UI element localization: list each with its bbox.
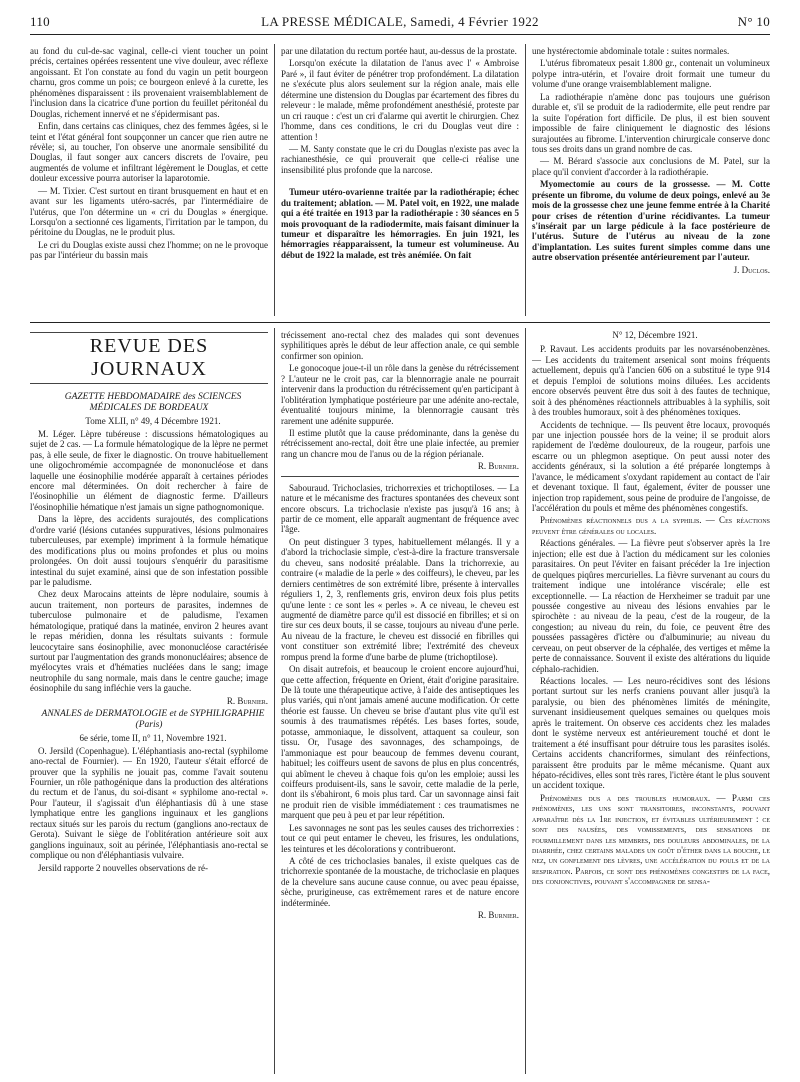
signature: J. Duclos. bbox=[733, 264, 770, 275]
journal-name: ANNALES de DERMATOLOGIE et de SYPHILIGRAPHIE (Paris) bbox=[41, 709, 265, 731]
paragraph: une hystérectomie abdominale totale : suites normales. bbox=[532, 46, 730, 56]
paragraph: P. Ravaut. Les accidents produits par les novarsénobenzènes. — Les accidents du traitement arsenical sont moins fréquents actuellement, depuis qu'à l'ancien 606 on a substitué le type 914 et depuis l'emploi de solutions moins diluées. Les accidents encore observés peuvent être dus soit à des fautes de technique, soit à des phénomènes réactionnels attribuables à la syphilis, soit à des troubles humoraux, soit à des phénomènes toxiques. bbox=[532, 344, 770, 418]
signature: R. Burnier. bbox=[477, 910, 519, 921]
paragraph: trécissement ano-rectal chez des malades qui sont devenues syphilitiques après le début de leur affection anale, ce qui semble confirmer son opinion. bbox=[281, 330, 519, 361]
top-column-1 bbox=[30, 46, 268, 314]
column-rule bbox=[525, 44, 526, 316]
paragraph: Réactions générales. — La fièvre peut s'observer après la 1re injection; elle est due à l'action du médicament sur les colonies parasitaires. On peut l'éviter en faisant précéder la 1re injection de quelques piqûres mercurielles. La fièvre survenant au cours du traitement indique une intolérance viscérale; elle est exceptionnelle. — La réaction de Herxheimer se traduit par une poussée congestive au niveau des lésions envahies par le spirochète : au niveau de la peau, c'est de la rougeur, de la congestion; au niveau du rein, du foie, ce peuvent être des poussées passagères d'ictère ou d'albuminurie; au niveau du cerveau, on peut observer de la céphalée, des vertiges et même la perte de connaissance. Souvent il existe des altérations du liquide céphalo-rachidien. bbox=[532, 538, 770, 674]
signature: R. Burnier. bbox=[226, 695, 268, 706]
paragraph: La radiothérapie n'amène donc pas toujours une guérison durable et, s'il se produit de la radiodermite, elle peut rendre par la suite l'opération fort difficile. De plus, il est bien souvent impossible de faire cliniquement le diagnostic des lésions surajoutées au fibrome. L'intervention chirurgicale conserve donc tous ses droits dans un grand nombre de cas. bbox=[532, 91, 770, 154]
column-rule bbox=[525, 328, 526, 1074]
paragraph: Sabouraud. Trichoclasies, trichorrexies et trichoptiloses. — La nature et le mécanisme des fractures spontanées des cheveux sont encore obscurs. La trichoclasie n'existe pas jusqu'à 16 ans; à partir de ce moment, elle apparaît augmentant de fréquence avec l'âge. bbox=[281, 482, 519, 535]
journal-issue: Tome XLII, n° 49, 4 Décembre 1921. bbox=[85, 416, 221, 427]
paragraph: Il estime plutôt que la cause prédominante, dans la genèse du rétrécissement ano-rectal, doit être une plaie infectée, au premier rang un chancre mou de l'anus ou de la région périanale. bbox=[281, 427, 519, 459]
paragraph: Lorsqu'on exécute la dilatation de l'anus avec l' « Ambroise Paré », il faut éviter de pénétrer trop profondément. La dilatation ne s'exécute plus alors seulement sur la région anale, mais elle détermine une distension du Douglas par écartement des fibres du releveur : le malade, même profondément anesthésié, proteste par un cri rauque : c'est un cri d'alarme qui avertit le chirurgien. Chez l'homme, dans ces conditions, le cri du Douglas veut dire : attention ! bbox=[281, 58, 519, 142]
paragraph: Enfin, dans certains cas cliniques, chez des femmes âgées, si le teint et l'état général font soupçonner un cancer que rien autre ne révèle; si, au toucher, l'on observe une anormale sensibilité du Douglas, il faut songer aux cancers discrets de l'ovaire, peu augmentés de volume et infiltrant légèrement le Douglas, et cette douleur excessive pourra autoriser la laparotomie. bbox=[30, 121, 268, 184]
revue-column-3 bbox=[532, 330, 770, 1072]
journal-name: GAZETTE HEBDOMADAIRE des SCIENCES MÉDICALES DE BORDEAUX bbox=[64, 392, 242, 414]
column-rule bbox=[274, 44, 275, 316]
paragraph: Le gonocoque joue-t-il un rôle dans la genèse du rétrécissement ? L'auteur ne le croit pas, car la blennorragie anale ne pourrait intervenir dans la production du rétrécissement qu'en participant à l'oblitération lymphatique postérieure par une adénite ano-rectale, éventualité toujours minime, la blennorragie causant très rarement une adénite suppurée. bbox=[281, 363, 519, 426]
paragraph: Tumeur utéro-ovarienne traitée par la radiothérapie; échec du traitement; ablation. — M. Patel voit, en 1922, une malade qui a été traitée en 1913 par la radiothérapie : 30 séances en 5 mois provoquant de la radiodermite, mais faisant diminuer la tumeur et disparaître les hémorragies. En juin 1921, les hémorragies réapparaissent, la tumeur est volumineuse. Au début de 1922 la malade, est très anémiée. On fait bbox=[281, 187, 519, 260]
paragraph: Le cri du Douglas existe aussi chez l'homme; on ne le provoque pas par l'intérieur du bassin mais bbox=[30, 239, 268, 261]
paragraph: Myomectomie au cours de la grossesse. — M. Cotte présente un fibrome, du volume de deux poings, enlevé au 3e mois de la grossesse chez une jeune femme entrée à la Charité pour crises de rétention d'urine récidivantes. La tumeur s'insérait par un large pédicule à la face postérieure de l'utérus. Suture de l'utérus au niveau de la zone d'implantation. Les suites furent simples comme dans une autre observation présentée antérieurement par l'auteur. bbox=[532, 179, 770, 263]
paragraph: O. Jersild (Copenhague). L'éléphantiasis ano-rectal (syphilome ano-rectal de Fournier). — En 1920, l'auteur s'était efforcé de prouver que la syphilis ne jouait pas, comme l'avait soutenu Fournier, un rôle pathogénique dans la production des altérations du rectum et de l'anus, du soi-disant « syphilome ano-rectal ». Pour l'auteur, il s'agissait d'un éléphantiasis dû à une stase lymphatique entre les ganglions inguinaux et les ganglions rectaux situés sur les parois du rectum (ganglions ano-rectaux de Gerota). Suivant le siège de l'oblitération antérieure soit aux ganglions inguinaux, soit au périnée, l'éléphantiasis ano-rectal se complique ou non d'éléphantiasis vulvaire. bbox=[30, 745, 268, 861]
signature: R. Burnier. bbox=[477, 461, 519, 472]
paragraph: On peut distinguer 3 types, habituellement mélangés. Il y a d'abord la trichoclasie simple, c'est-à-dire la fracture transversale du cheveu, sans nodosité préalable. Dans la trichorrexie, au contraire (« maladie de la perle » des coiffeurs), le cheveu, par les derniers centimètres de son extrémité libre, présente à intervalles réguliers 1, 2, 3, renflements gris, environ deux fois plus petits qu'une lente : ce sont les « perles ». A ce niveau, le cheveu est augmenté de diamètre parce qu'il est dissocié en fibrilles; et si on tire sur ces deux bouts, il se casse, toujours au niveau d'une perle. Au niveau de la fracture, le cheveu est dissocié en fibrilles qui vont constituer son extrémité libre; l'extrémité des cheveux rompus prend la forme d'une barbe de plume (trichoptilose). bbox=[281, 536, 519, 662]
top-column-2 bbox=[281, 46, 519, 314]
paragraph: — M. Bérard s'associe aux conclusions de M. Patel, sur la place qu'il convient d'accorder à la radiothérapie. bbox=[532, 156, 770, 177]
paragraph: Les savonnages ne sont pas les seules causes des trichorrexies : tout ce qui peut entamer le cheveu, les frisures, les ondulations, les teintures et les décolorations y contribueront. bbox=[281, 822, 519, 854]
journal-issue: N° 12, Décembre 1921. bbox=[612, 330, 698, 340]
paragraph: au fond du cul-de-sac vaginal, celle-ci vient toucher un point précis, certaines opérées ressentent une vive douleur, avec réflexe angoissant. Et l'on constate au fond du vagin un petit bourgeon charnu, gros comme un pois; ce bourgeon enlevé à la curette, les phénomènes disparaissent : ils provenaient vraisemblablement de l'inclusion dans la cicatrice d'une portion du feuillet péritonéal du Douglas, richement innervé et ne s'épidermisant pas. bbox=[30, 46, 268, 119]
paragraph: L'utérus fibromateux pesait 1.800 gr., contenait un volumineux polype intra-utérin, et l'ovaire droit formait une tumeur du volume d'une orange vraisemblablement maligne. bbox=[532, 58, 770, 90]
top-column-3 bbox=[532, 46, 770, 314]
page-header bbox=[30, 12, 770, 35]
issue-number: N° 10 bbox=[737, 14, 770, 29]
paragraph: On disait autrefois, et beaucoup le croient encore aujourd'hui, que cette affection, fréquente en Orient, était d'origine parasitaire. De là toute une thérapeutique active, à l'aide des antiseptiques les plus variés, qui n'ont jamais amené aucune modification. Or cette théorie est fausse. Un cheveu se brise d'autant plus vite qu'il est soumis à des traumatismes répétés. Les bases fortes, soude, potasse, ammoniaque, le dissolvent, attaquent sa couleur, son tissu. Or, l'usage des savonnages, des schampoings, de l'ammoniaque est pour beaucoup de femmes devenu courant, habituel; les coiffeurs usent de savons de plus en plus concentrés, qui abîment le cheveu à chaque fois qu'on les emploie; aussi les coiffeurs produisent-ils, sans le savoir, cette maladie de la perle, dont ils s'ébahiront, 6 mois plus tard. Car un savonnage ainsi fait ne produit rien de visible immédiatement : ces traumatismes ne marquent que peu à peu et par leur répétition. bbox=[281, 664, 519, 821]
journal-title: LA PRESSE MÉDICALE, Samedi, 4 Février 1922 bbox=[261, 14, 539, 29]
paragraph: Accidents de technique. — Ils peuvent être locaux, provoqués par une injection poussée hors de la veine; il se produit alors rapidement de l'œdème douloureux, de la rougeur, parfois une escarre ou un phlegmon aseptique. On peut aussi noter des accidents généraux, si la solution a été préparée longtemps à l'avance, le médicament s'oxydant rapidement au contact de l'air et devenant toxique. Il faut, également, éviter de pousser une injection trop rapidement, sous peine de produire de l'angoisse, de l'accélération du pouls et même des phénomènes congestifs. bbox=[532, 419, 770, 513]
revue-column-1 bbox=[30, 330, 268, 1072]
paragraph: Jersild rapporte 2 nouvelles observations de ré- bbox=[38, 862, 208, 873]
paragraph: Réactions locales. — Les neuro-récidives sont des lésions portant surtout sur les nerfs craniens pouvant aller jusqu'à la paralysie, ou bien des phénomènes limités de méningite, survenant insidieusement quelques semaines ou quelques mois après le traitement. On observe ces accidents chez les malades dont le système nerveux est antérieurement touché et dont le traitement a été insuffisant pour détruire tous les parasites isolés. Certains accidents chancriformes, simulant des réinfections, paraissent être produits par le même mécanisme. Quant aux hépato-récidives, elles sont très rares, l'ictère étant le plus souvent un accident toxique. bbox=[532, 676, 770, 791]
paragraph: Phénomènes dus a des troubles humoraux. — Parmi ces phénomènes, les uns sont transitoires, inconstants, pouvant apparaître dès la 1re injection, et évitables ultérieurement : ce sont des nausées, des vomissements, des sensations de fourmillement dans les membres, des douleurs abdominales, de la diarrhée, chez certains malades un goût d'éther dans la bouche, le nez, un gonflement des lèvres, une accélération du pouls et de la respiration. Parfois, ce sont des phénomènes congestifs de la face, des conjonctives, pouvant s'accompagner de sensa- bbox=[532, 792, 770, 887]
column-rule bbox=[274, 328, 275, 1074]
paragraph: — M. Santy constate que le cri du Douglas n'existe pas avec la rachianesthésie, ce qui prouverait que celle-ci réalise une insensibilité plus profonde que la narcose. bbox=[281, 143, 519, 175]
paragraph: Phénomènes réactionnels dus a la syphilis. — Ces réactions peuvent être générales ou locales. bbox=[532, 515, 770, 536]
paragraph: Dans la lèpre, des accidents surajoutés, des complications d'ordre varié (lésions cutanées suppuratives, lésions pulmonaires tuberculeuses, par exemple) impriment à la formule hématique des modifications plus ou moins profondes et plus ou moins prolongées. On doit aussi toujours s'enquérir du parasitisme intestinal du sujet examiné, ainsi que de son infestation possible par le paludisme. bbox=[30, 514, 268, 587]
journal-issue: 6e série, tome II, n° 11, Novembre 1921. bbox=[79, 733, 227, 744]
revue-title: REVUE DES JOURNAUX bbox=[30, 332, 268, 384]
paragraph: Chez deux Marocains atteints de lèpre nodulaire, soumis à aucun traitement, non porteurs de parasites, indemnes de tuberculose pulmonaire et de paludisme, l'examen hématologique, pratiqué dans la matinée, environ 2 heures avant le repas méridien, donna les résultats suivants : formule leucocytaire sans éosinophilie, avec mononucléose caractérisée surtout par l'augmentation des grands mononucléaires; absence de myélocytes vrais et d'hématies nucléées dans le sang; image neutrophile du sang normale, mais dans le centre gauche; image éosinophile du sang infléchie vers la gauche. bbox=[30, 589, 268, 694]
paragraph: par une dilatation du rectum portée haut, au-dessus de la prostate. bbox=[281, 46, 517, 56]
paragraph: M. Léger. Lèpre tubéreuse : discussions hématologiques au sujet de 2 cas. — La formule hématologique de la lèpre ne permet pas, à elle seule, de fixer le diagnostic. On trouve habituellement une oligochromémie accompagnée de mononucléose et dans laquelle une éosinophilie modérée apparaît à certaines périodes encore mal déterminées. On doit rechercher à faire de l'éosinophilie un élément de diagnostic ferme. D'ailleurs l'éosinophilie hématique n'est jamais un signe pathognomonique. bbox=[30, 428, 268, 512]
paragraph: A côté de ces trichoclasies banales, il existe quelques cas de trichorrexie spontanée de la moustache, de trichoclasie en plaques de la chevelure sans aucune cause connue, ou avec peau épaisse, sèche, prurigineuse, cas extrêmement rares et de nature encore indéterminée. bbox=[281, 856, 519, 908]
paragraph: — M. Tixier. C'est surtout en tirant brusquement en haut et en avant sur les ligaments utéro-sacrés, par l'intermédiaire de l'utérus, que l'on détermine un « cri du Douglas » énergique. Lorsqu'on a sectionné ces ligaments, l'irritation par le tampon, du péritoine du Douglas, ne le produit plus. bbox=[30, 185, 268, 238]
page-number: 110 bbox=[30, 14, 50, 29]
revue-column-2 bbox=[281, 330, 519, 1072]
section-divider bbox=[30, 322, 770, 323]
